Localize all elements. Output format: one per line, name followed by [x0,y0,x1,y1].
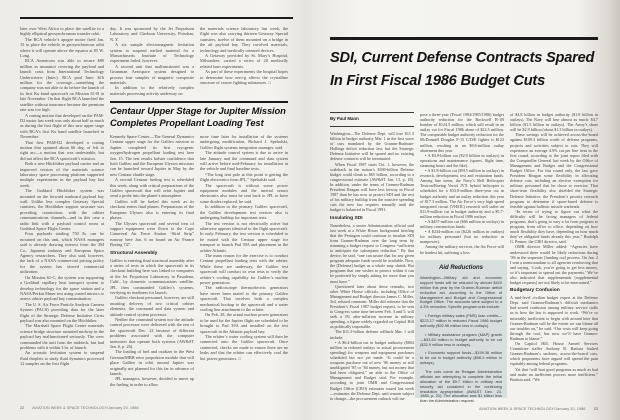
paragraph: In addition to the primary Galileo spacecraft, the Galileo development test version also is undergoing buildup for important tests. [200,204,288,221]
sdi-col3-block-b [510,295,598,382]
paragraph: more time later for installation of the systems undergoing modification, Richard J. Spehalski, Galileo flight systems integration manager, said. [200,134,288,150]
paragraph: The radioisotope thermoelectric generators have never been mated to the primary Galileo spacecraft. That involves both a complex mechanical hookup to the spacecraft and a water cooling line attachment to the orbiter. [200,285,288,312]
sdi-col3-block-a [510,112,598,285]
paragraph: The spacecraft is without some power equipment modules and the inertial sensor electronics also must be sent back to JPL to have some diodes replaced, he said. [200,182,288,204]
paragraph: On Mission 61-C, the system was supporting a Goddard capillary heat transport system to develop technology for the space station and a NASA/Perkin Elmer test using coated mirrors to assess orbiter payload bay contamination. [20,274,104,302]
paragraph: pose a three-year (Fiscal 1984/1985/1986) budget authority reduction for the Rockwell B-1B bomber of $124.5 million, which will result in an outlay cut for Fiscal 1986 alone of $22.5 million. The comparable budget authority reduction for the McDonnell Douglas F-15 C/D/E fighter is $123 million, resulting in an $8.6-million outlay abatement this year. [420,112,504,153]
paragraph: Nonetheless, a senior Administration official said last week at a White House background briefing that the Pentagon could continue to insulate SDI from Gramm-Rudman over the long term by trimming a budget request to Congress “sufficient to anticipate the subsequent reduction.” By that device, he said, “one can assure that for any given program adequate funds would be available. Now, the [Defense] budget as a whole may shrink. But programs that one wishes to protect within it can be protected by simply asking for more than you must have.” [330,222,414,284]
paragraph: day. It was sponsored by the Jet Propulsion Laboratory and Clarkson University, Potsdam, N. Y. [110,26,194,42]
paragraph: That first PAM-D2 developed a coning motion that spanned about 66 deg. of left to right arc—a motion that was undesirable, but did not affect the RCA spacecraft’s mission. [20,139,104,161]
centaur-col-right [200,134,288,398]
paragraph: A second Centaur fueling test is scheduled this week, along with critical preparations of the Galileo spacecraft that will orbit Jupiter and send a probe into the planet’s atmosphere. [110,177,194,199]
paragraph: of $4.8 billion in budget authority ($1.8 billion in outlays). The Navy will lose almost as much: $4.7 billion ($1.5 billion in outlays). The Army’s share will be $2.9 billion (about $1.3 billion in outlays). [510,112,598,133]
sdi-col-1 [330,131,414,401]
left-col-1 [20,26,104,398]
paragraph: Questioned later about these remarks, two other White House officials, including Office of Management and Budget director James C. Miller, 3rd, refused comment. Miller did reiterate that the President’s Fiscal 1987 budget request, to be sent to Congress some time between Feb. 3 and 5, will seek a 3% after-inflation increase in military spending, a figure widely regarded on Capitol Hill as politically impossible. [330,283,414,330]
paragraph: The cuts come as Reagan Administration officials are attempting to complete the initial allocation of the $9.7 billion in military and security aid contained in the continuing resolution appropriation (AW&ST Dec. 23, 1985, p. 21). The allocation was $1 billion less than the Administration request. [420,368,502,404]
paragraph: • Military assistance program (MAP) grants—$33.63 million in budget authority to be cut ($32.9 million less in outlays). [420,331,502,347]
paragraph: RCA Americom was able to secure $80 million in insurance covering the payload and launch costs from International Technology Underwriters (Intec). RCA paid Intec $16 million for the coverage—something the company was not able to do before the launch of its first Ku band spacecraft on Mission 61-B in late November. On that flight RCA launched the satellite without insurance because the premium rate was too high. [20,58,104,113]
paragraph: The $11.3-billion defense rollback Mar. 1 will include: [330,329,414,340]
right-footer-text: AVIATION WEEK & SPACE TECHNOLOGY/January 20, 1986 [479,407,586,411]
centaur-col-left-block-b [110,258,194,388]
centaur-article-rule [110,101,288,103]
paragraph: When Fiscal 1987 starts Oct. 1, however, the scaleback in the nation’s $300-billion Defense budget could climb to $65 billion, according to a congressional estimate (AW&ST Jan. 13, p. 18). In addition, under the terms of Gramm-Rudman President Reagan will have less leeway in Fiscal 1987 than he has now to protect SDI and the rest of his military buildup from the massive spending cuts the new law requires annually until the budget is balanced in Fiscal 1991. [330,161,414,213]
paragraph: JPL managers, however, decided to move up the fueling in order to allow [110,376,194,387]
paragraph: Kennedy Space Center—The General Dynamics Centaur upper stage for the Galileo mission to Jupiter completed its first cryogenic oxygen/hydrogen propellant loading test here Jan. 15. The test results bolster confidence that both Galileo and the European Ulysses missions can be launched toward Jupiter in May by the new Centaur shuttle stage. [110,134,194,177]
paragraph: OMB director Miller added: “Agencies have understood there would be likely reductions during ’86 in the sequester [funding cut] process. On Jan. 2 I sent a memorandum to all agencies reinforcing that and saying, ‘Look, you’re going to get less money, so it’s important to spread out the payments.’ We’ve also indicated that supplementals [supplemental budget requests] are not likely to be entertained.” [510,244,598,286]
paragraph: A coning motion that developed on the PAM-D2 motor last week was only about half as much as during the first flight of this new upper stage with RCA’s first Ku band satellite launched in November. [20,112,104,140]
byline-rule-top [330,112,414,113]
sdi-subhead-budgetary-confusion: Budgetary Confusion [510,288,560,294]
paragraph: • A $234-million cut ($226 million in outlays) for military personnel (but no reduction in manpower). [420,229,504,245]
left-page-top-rule [20,17,293,19]
paragraph: The Goddard Hitchhiker system was mounted on the forward starboard payload bay wall. Unlike less complex Getaway Special canisters, the Hitchhiker support structure was providing connections with the orbiter communications channels—and in this case a radio link with a payload control room at Goddard Space Flight Center. [20,188,104,232]
centaur-article-headline [110,105,292,128]
left-page-number: 22 [20,406,25,410]
paragraph: Among the military services, the Air Force will be hardest hit, suffering a loss [420,244,504,255]
sdi-subhead-insulating-sdi: Insulating SDI [330,215,363,221]
sdi-col-2 [420,112,504,258]
paragraph: The U. S. Air Force Particle Analysis Camera System (PACS) providing data for the later flight of the Strategic Defense Initiative Cirris payload was also mounted on the Hitchhiker. [20,301,104,323]
aid-reductions-title: Aid Reductions [438,265,483,271]
paragraph: • Economic support funds—$159.36 million to be cut in budget authority ($98.3 million in outlays). [420,350,502,366]
paragraph: Washington—The Defense Dept. will lose $11.3 billion in budget authority Mar. 1 in the first wave of cuts mandated by the Gramm-Rudman-Hollings deficit reduction law, but the Strategic Defense Initiative will be spared and no existing defense contracts will be terminated. [330,131,414,162]
aid-reductions-sidebar [415,260,507,404]
paragraph: A second unit that malfunctioned was a Grumman Aerospace system designed to process four samples of magnetic composite materials. [110,63,194,86]
paragraph: In addition to the relatively complex materials processing activity underway on [110,85,194,96]
aid-reductions-body [420,276,502,404]
right-page-number: 23 [593,407,598,411]
centaur-headline-line1: Centaur Upper Stage for Jupiter Mission [110,105,286,116]
paragraph: A Getaway provided by St. Mary’s Hospital, Milwaukee, carried a series of 20 medically related laser experiments. [200,53,288,69]
paragraph: The orbiter’s water cooling system will then be connected onto the Galileo spacecraft. Once connected, checks are made to ensure there are no leaks and that the orbiter can effectively cool the hot power generators. □ [200,334,288,361]
paragraph: The main reason for the exercise is to conduct Centaur propellant loading tests with the orbiter. While these are underway, the Galileo test spacecraft will conduct its own tests to verify the orbiter’s cooling capability for Galileo’s nuclear power generators. [200,252,288,285]
paragraph: Washington—Military aid and economic support funds will be reduced by almost $420 million this year by the Gramm-Rudman deficit reduction act, according to the Office of Management and Budget and Congressional Budget Office. The accounts were subject to a 4.3% reduction. Specific program cuts include: [420,274,502,310]
paragraph: later over West Africa to place the satellite in a highly elliptical geosynchronous transfer orbit. [20,26,104,37]
sdi-col1-block-a [330,131,414,213]
paragraph: The test version is not electrically active but otherwise appears identical to the flight spacecraft. In early February, the test version is scheduled to be mated with the Centaur upper stage for transport to launch Pad 39A and placement in the orbiter Atlantis. [200,220,288,253]
paragraph: An acoustic levitation system to suspend fluid droplets to study fluid dynamics processed 12 samples on the first flight [20,350,104,367]
paragraph: • Foreign military sales (FMS) loan credits—$223.17 million in reduced Fiscal 1986 budget authority ($92.96 million less in outlays). [420,313,502,328]
paragraph: the materials science laboratory last week, the flight was also carrying thirteen Getaway Special canisters, twelve of them mounted on a bridge in the aft payload bay. They involved materials, technology and medically oriented devices. [200,26,288,53]
paragraph: The Marshall Space Flight Center materials science bridge structure mounted midway in the payload bay malfunctioned seriously. The crew commanded the unit from the middeck, but had problems with it within 3 hr. of launch. [20,323,104,350]
paragraph: A mid-level civilian budget expert at the Defense Dept. said Gramm-Rudman’s difficult mechanics had sowed confusion among military service staffs as to how the law is supposed to work. “We’re so miserably inefficient to begin with around here that Gramm-Rudman will be the extent we can blame all our troubles on,” he said. “Our costs will keep going through the roof, but now we’ll have Gramm-Rudman to blame.” [510,295,598,341]
paragraph: Galileo will be fueled this week as its checkout enters final phases. Preparations of the European Ulysses also is entering its final phases. [110,198,194,221]
paragraph: These savings will be achieved across-the-board against $109.3 billion worth of defense programs, projects and activities subject to cuts. They will experience an average 4.9% cut per line item in the first round, according to the joint report filed with the Comptroller General last week by the Office of Management and Budget and the Congressional Budget Office. For this round only, the law gave President Reagan some flexibility in allocating defense cuts, including an elective exemption for military personnel that he chose to exercise. That short-term flexibility also shielded the Strategic Defense Initiative, the President’s priority research program to determine if space-based defense is feasible against ballistic missile warheads. [510,132,598,209]
right-page-footer [408,407,598,412]
left-footer-text: AVIATION WEEK & SPACE TECHNOLOGY/January 20, 1986 [32,406,139,410]
paragraph: On Capitol Hill, House Armed Services Committee staffer Anthony R. Battista faulted Gramm-Rudman’s uniform, across-the-board cuts, which proponents have argued will spread the pain equitably among federal programs. [510,341,598,367]
sdi-article-top-rule [330,37,598,40]
paragraph: • A $6.4-billion cut in budget authority ($864 million in reduced outlays or actual procurement spending) for weapons and equipment purchases scheduled but not yet made. “It could be a weapons purchase out of new ’86 money or still unobligated ’85 or ’84 money, but not money that had been obligated,” an aide to the Office of Management and Budget said. For example, according to joint OMB and Congressional Budget Office (CBO) estimates issued last week—estimates the Defense Dept. said remain subject to change—the procurement cutback will im- [330,339,414,401]
centaur-headline-line2: Completes Propellant Loading Test [110,116,264,128]
sdi-headline-line2: In First Fiscal 1986 Budget Cuts [330,72,545,89]
paragraph: Four payloads totaling 750 lb. can be mounted on this unit, which NASA managers said is already drawing interest from the 3M Co., Japanese industry and European Space Agency researchers. They also said, however, the lack of a NASA commercial pricing policy for the system has slowed commercial utilization. [20,231,104,275]
paragraph: Galileo is entering final structural assembly after a series of tests in which the spacecraft in its checkout building here was linked to computers at the Jet Propulsion Laboratory in Pasadena, Calif., by domestic communications satellite. JPL then commanded Galileo’s systems, verifying its readiness for launch. [110,257,194,295]
left-col-2-top [110,26,194,99]
centaur-subhead-structural-assembly: Structural Assembly [110,250,158,256]
paragraph: • A $457-million cut ($66 million in outlays) in military construction funds. [420,218,504,230]
byline-rule-bottom [330,126,414,127]
paragraph: • A $3.9-billion cut ($2.9 billion in outlays) in operations and maintenance (spares, flight time, steaming hours and the like). [420,152,504,168]
paragraph: On Feb. 28, the actual nuclear power generators to be used for the Jupiter flight are scheduled to be brought to Pad 39A and installed on the test spacecraft in the Atlantis payload bay. [200,312,288,334]
centaur-col-left-block-a [110,134,194,248]
paragraph: “The long tent pole at this point is getting the flight electronics from JPL,” Spehalski said. [200,171,288,183]
paragraph: The Ulysses spacecraft and several tons of support equipment were flown to the Cape Canaveral Air Force Station “Skid Strip” runway here Jan. 6 on board an Air France Boeing 747. [110,220,194,248]
sdi-col-3 [510,112,598,398]
paragraph: The attitude control system is due to arrive in late January and the command and data system will arrive before mid-February for installation in the vehicle and final baseline tests. [200,150,288,172]
sdi-col1-block-b [330,223,414,401]
centaur-col-left [110,134,194,398]
paragraph: Both a new Hitchhiker payload carrier and an improved version of the materials science laboratory space processing platform supported multiple experiments in the payload bay last week. [20,161,104,188]
paragraph: “In terms of trying to figure out what the difficulty will be facing managers of federal programs, that’s going to vary a lot from program to program, from office to office, depending on how much flexibility they have, depending on how much they’ve obligated funds already this year,” Rudolph G. Penner, the CBO director, said. [510,208,598,245]
left-col-3-top [200,26,288,99]
sdi-headline-line1: SDI, Current Defense Contracts Spared [330,50,595,66]
paragraph: The RCA vehicle’s apogee motor fired Jan. 15 to place the vehicle in geosynchronous orbit where it will operate above the equator at 85 W. Long. [20,36,104,59]
paragraph: As part of these experiments the hospital hopes to determine how zero-g affects the crystalline structure of cancer fighting substances. □ [200,69,288,86]
sdi-article-headline [330,47,602,92]
paragraph: • A $1.8-billion cut ($915 million in outlays) in research, development, test and evaluation funds. Among line items, the Navy’s Bell Helicopter Textron/Boeing Vertol JVX hybrid helicopter is scheduled for a $33.8-million three-year cut in budget authority and an outlay reduction this year of $17.3 million. The Air Force’s very high speed integrated circuit (VHSIC) research will suffer an $11.9-million cut in budget authority and a $5.7-million reduction in Fiscal 1986 outlays. [420,168,504,219]
paragraph: Galileo checkout personnel, however, are still awaiting delivery of two critical orbiter elements, the command and data system and attitude control system processor. [110,295,194,317]
paragraph: Yet that “will hurt good programs as much as bad and make an inefficient process more inefficient,” Battista said. “We [510,366,598,382]
paragraph: The loading of fuel and oxidizer in the West German/MBB retro propulsion module that will place Galileo in orbit around Jupiter was originally not planned for this far in advance of launch. [110,349,194,377]
byline: By Paul Mann [330,116,359,121]
paragraph: A six sample electromagnetic levitation system to suspend melted material for a Massachusetts Institute of Technology experiment failed, however. [110,42,194,64]
paragraph: Neither the command system nor the attitude control processor were delivered with the rest of the spacecraft Dec. 22 because of different problems associated with the computer memories that operate both systems (AW&ST Jan. 6, p. 26). [110,317,194,350]
left-page-footer [20,406,300,411]
